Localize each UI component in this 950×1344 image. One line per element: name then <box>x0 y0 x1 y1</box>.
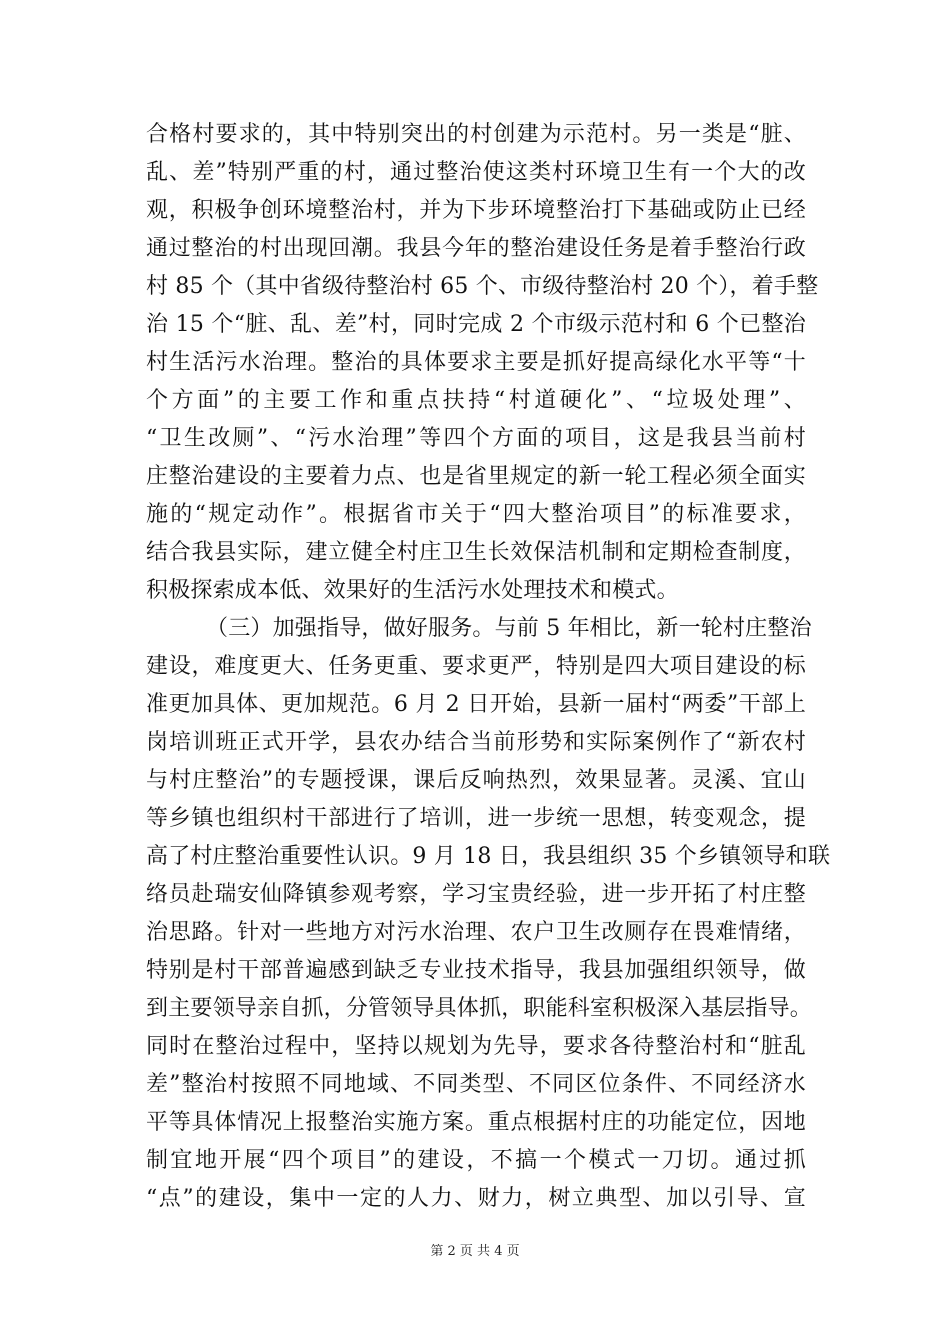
text-line: 村生活污水治理。整治的具体要求主要是抓好提高绿化水平等“十 <box>146 350 806 375</box>
text-line: 通过整治的村出现回潮。我县今年的整治建设任务是着手整治行政 <box>146 236 806 261</box>
text-line: 络员赴瑞安仙降镇参观考察，学习宝贵经验，进一步开拓了村庄整 <box>146 882 806 907</box>
text-line: 制宜地开展“四个项目”的建设，不搞一个模式一刀切。通过抓 <box>146 1148 806 1173</box>
text-line: 个方面”的主要工作和重点扶持“村道硬化”、“垃圾处理”、 <box>146 388 806 413</box>
text-line: “卫生改厕”、“污水治理”等四个方面的项目，这是我县当前村 <box>146 426 806 451</box>
page-footer <box>0 1244 950 1260</box>
text-line: 高了村庄整治重要性认识。9 月 18 日，我县组织 35 个乡镇领导和联 <box>146 844 831 869</box>
text-line: 村 85 个（其中省级待整治村 65 个、市级待整治村 20 个），着手整 <box>146 274 819 299</box>
text-line: 岗培训班正式开学，县农办结合当前形势和实际案例作了“新农村 <box>146 730 806 755</box>
text-line: 同时在整治过程中，坚持以规划为先导，要求各待整治村和“脏乱 <box>146 1034 806 1059</box>
text-line: 到主要领导亲自抓，分管领导具体抓，职能科室积极深入基层指导。 <box>146 996 813 1021</box>
text-line: 庄整治建设的主要着力点、也是省里规定的新一轮工程必须全面实 <box>146 464 806 489</box>
text-line: 治 15 个“脏、乱、差”村，同时完成 2 个市级示范村和 6 个已整治 <box>146 312 806 337</box>
paragraph-2 <box>146 610 831 1218</box>
text-line: “点”的建设，集中一定的人力、财力，树立典型、加以引导、宣 <box>146 1186 806 1211</box>
text-line: 治思路。针对一些地方对污水治理、农户卫生改厕存在畏难情绪， <box>146 920 806 945</box>
text-line: 平等具体情况上报整治实施方案。重点根据村庄的功能定位，因地 <box>146 1110 806 1135</box>
text-line: 等乡镇也组织村干部进行了培训，进一步统一思想，转变观念，提 <box>146 806 806 831</box>
paragraph-1 <box>146 116 819 610</box>
text-line: 合格村要求的，其中特别突出的村创建为示范村。另一类是“脏、 <box>146 122 806 147</box>
text-line: 与村庄整治”的专题授课，课后反响热烈，效果显著。灵溪、宜山 <box>146 768 806 793</box>
text-line: 准更加具体、更加规范。6 月 2 日开始，县新一届村“两委”干部上 <box>146 692 806 717</box>
text-line: 观，积极争创环境整治村，并为下步环境整治打下基础或防止已经 <box>146 198 806 223</box>
text-line: 积极探索成本低、效果好的生活污水处理技术和模式。 <box>146 578 679 603</box>
text-line: 特别是村干部普遍感到缺乏专业技术指导，我县加强组织领导，做 <box>146 958 806 983</box>
text-line: （三）加强指导，做好服务。与前 5 年相比，新一轮村庄整治 <box>206 616 812 641</box>
text-line: 建设，难度更大、任务更重、要求更严，特别是四大项目建设的标 <box>146 654 806 679</box>
document-body <box>146 116 831 1218</box>
text-line: 结合我县实际，建立健全村庄卫生长效保洁机制和定期检查制度， <box>146 540 806 565</box>
text-line: 施的“规定动作”。根据省市关于“四大整治项目”的标准要求， <box>146 502 806 527</box>
page-number-label: 第 2 页 共 4 页 <box>430 1244 520 1259</box>
text-line: 乱、差”特别严重的村，通过整治使这类村环境卫生有一个大的改 <box>146 160 806 185</box>
text-line: 差”整治村按照不同地域、不同类型、不同区位条件、不同经济水 <box>146 1072 806 1097</box>
